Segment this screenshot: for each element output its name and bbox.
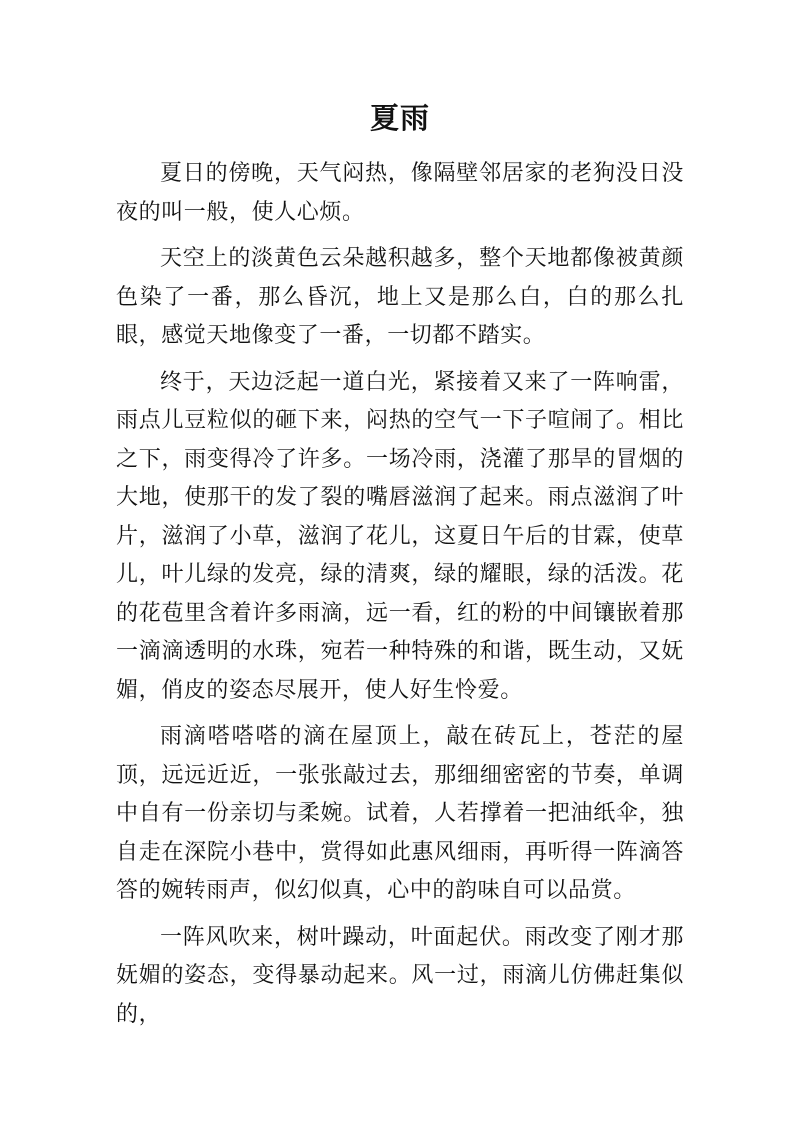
paragraph: 一阵风吹来，树叶躁动，叶面起伏。雨改变了刚才那妩媚的姿态，变得暴动起来。风一过，雨滴儿仿佛赶集似的， (116, 924, 684, 1027)
paragraph: 夏日的傍晚，天气闷热，像隔壁邻居家的老狗没日没夜的叫一般，使人心烦。 (116, 161, 684, 225)
document-title: 夏雨 (369, 101, 430, 135)
paragraph: 天空上的淡黄色云朵越积越多，整个天地都像被黄颜色染了一番，那么昏沉，地上又是那么白，白的那么扎眼，感觉天地像变了一番，一切都不踏实。 (116, 246, 684, 348)
paragraph: 终于，天边泛起一道白光，紧接着又来了一阵响雷，雨点儿豆粒似的砸下来，闷热的空气一下子喧闹了。相比之下，雨变得冷了许多。一场冷雨，浇灌了那旱的冒烟的大地，使那干的发了裂的嘴唇滋润了起来。雨点滋润了叶片，滋润了小草，滋润了花儿，这夏日午后的甘霖，使草儿，叶儿绿的发亮，绿的清爽，绿的耀眼，绿的活泼。花的花苞里含着许多雨滴，远一看，红的粉的中间镶嵌着那一滴滴透明的水珠，宛若一种特殊的和谐，既生动，又妩媚，俏皮的姿态尽展开，使人好生怜爱。 (116, 369, 684, 703)
document-body (116, 155, 684, 1042)
paragraph: 雨滴嗒嗒嗒的滴在屋顶上，敲在砖瓦上，苍茫的屋顶，远远近近，一张张敲过去，那细细密密的节奏，单调中自有一份亲切与柔婉。试着，人若撑着一把油纸伞，独自走在深院小巷中，赏得如此惠风细雨，再听得一阵滴答答的婉转雨声，似幻似真，心中的韵味自可以品赏。 (116, 724, 684, 903)
